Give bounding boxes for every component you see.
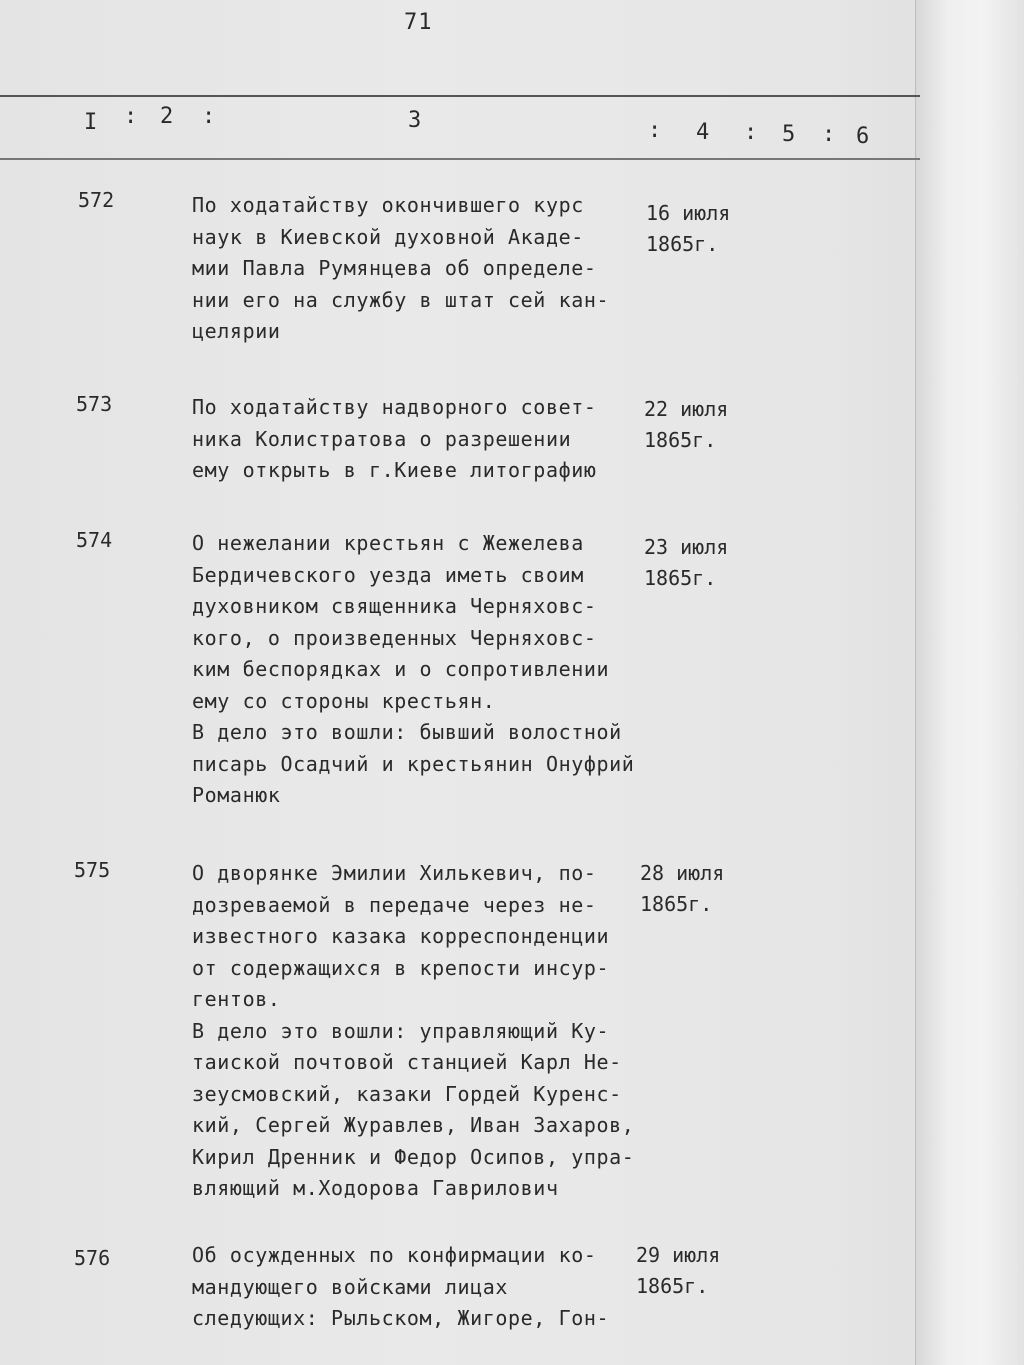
column-header-2: 2 bbox=[160, 104, 174, 129]
header-rule-top bbox=[0, 95, 920, 97]
column-separator: : bbox=[744, 120, 758, 145]
entry-number: 573 bbox=[76, 392, 113, 416]
header-rule-bottom bbox=[0, 158, 920, 160]
column-header-3: 3 bbox=[408, 108, 422, 133]
entry-description: По ходатайству надворного совет- ника Колистратова о разрешении ему открыть в г.Киеве литографию bbox=[192, 395, 597, 482]
column-separator: : bbox=[202, 104, 216, 129]
column-separator: : bbox=[124, 104, 138, 129]
entry-date: 29 июля 1865г. bbox=[636, 1243, 721, 1298]
column-header-4: 4 bbox=[696, 120, 710, 145]
entry-date: 23 июля 1865г. bbox=[644, 535, 729, 590]
entry-number: 576 bbox=[74, 1246, 111, 1270]
entry-description: О дворянке Эмилии Хилькевич, по- дозреваемой в передаче через не- известного казака корреспонденции от содержащихся в крепости инсур- гентов. В дело это вошли: управляющий Ку- таиской почтовой станцией Карл Не- зеусмовский, казаки Гордей Куренс- кий, Сергей Журавлев, Иван Захаров, Кирил Дренник и Федор Осипов, упра- вляющий м.Ходорова Гаврилович bbox=[192, 861, 635, 1200]
entry-number: 574 bbox=[76, 528, 113, 552]
entry-description: Об осужденных по конфирмации ко- мандующего войсками лицах следующих: Рыльском, Жигоре, Гон- bbox=[192, 1243, 610, 1330]
entry-number: 572 bbox=[78, 188, 115, 212]
entry-description: По ходатайству окончившего курс наук в Киевской духовной Акаде- мии Павла Румянцева об определе- нии его на службу в штат сей кан- целярии bbox=[192, 193, 610, 343]
entry-date: 16 июля 1865г. bbox=[646, 201, 731, 256]
column-separator: : bbox=[822, 122, 836, 147]
page-number: 71 bbox=[404, 10, 433, 35]
entry-number: 575 bbox=[74, 858, 111, 882]
entry-description: О нежелании крестьян с Жежелева Бердичевского уезда иметь своим духовником священника Черняховс- кого, о произведенных Черняховс- ким беспорядках и о сопротивлении ему со стороны крестьян. В дело это вошли: бывший волостной писарь Осадчий и крестьянин Онуфрий Романюк bbox=[192, 531, 635, 807]
entry-date: 22 июля 1865г. bbox=[644, 397, 729, 452]
column-header-6: 6 bbox=[856, 124, 870, 149]
page-fold bbox=[915, 0, 1024, 1365]
entry-date: 28 июля 1865г. bbox=[640, 861, 725, 916]
column-separator: : bbox=[648, 118, 662, 143]
column-header-1: I bbox=[84, 110, 98, 135]
column-header-5: 5 bbox=[782, 122, 796, 147]
